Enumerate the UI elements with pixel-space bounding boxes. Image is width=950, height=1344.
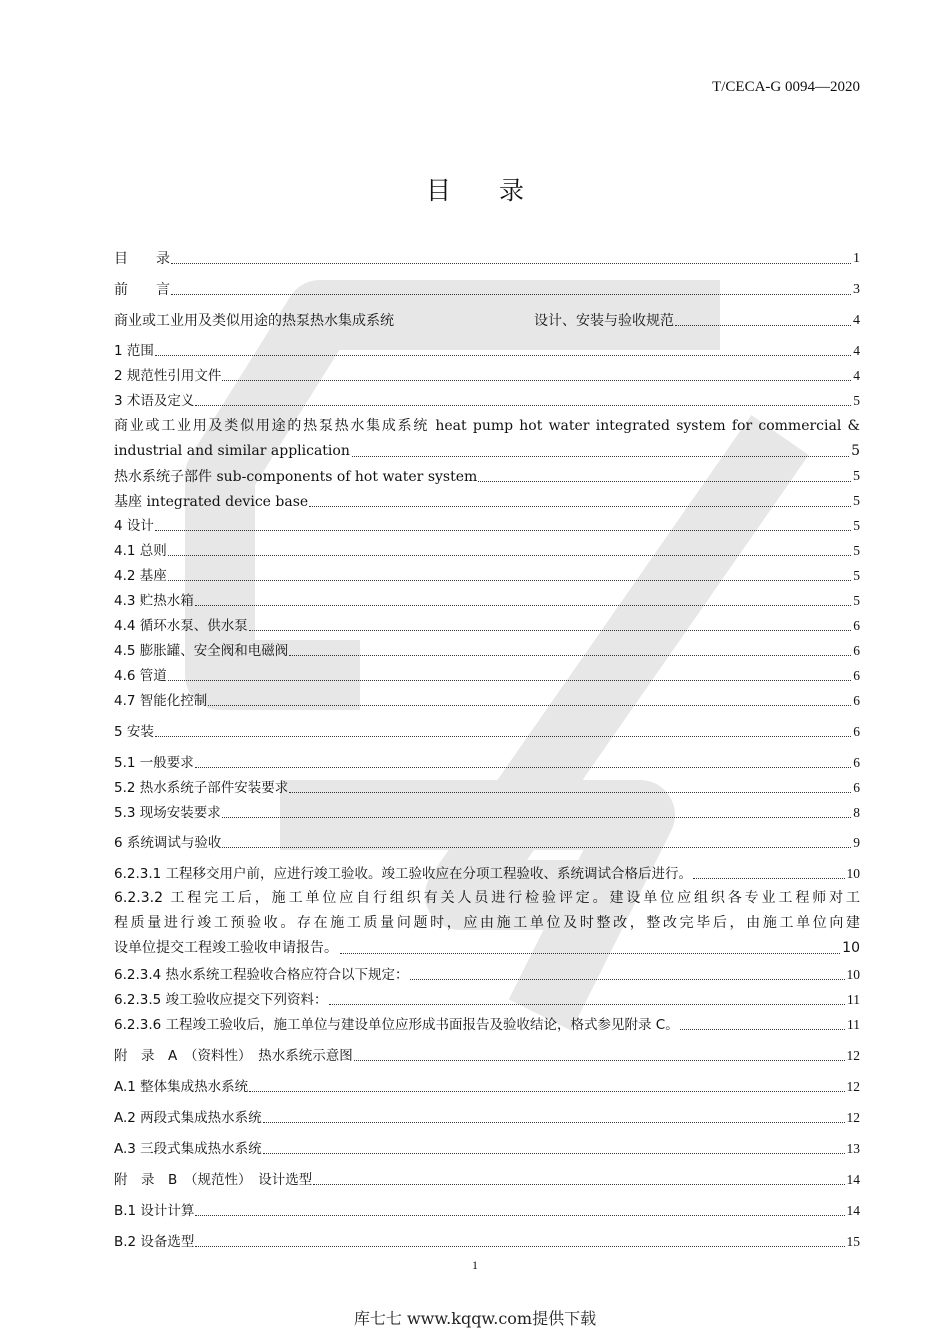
toc-entry-label: 热水系统子部件 sub-components of hot water system — [114, 469, 478, 485]
toc-entry[interactable] — [114, 690, 860, 712]
toc-entry[interactable] — [114, 279, 860, 301]
toc-entry-label: 6.2.3.1 工程移交用户前，应进行竣工验收。竣工验收应在分项工程验收、系统调试合格后进行。 — [114, 866, 693, 882]
toc-page: 6 — [853, 755, 860, 770]
toc-leader — [693, 878, 844, 879]
toc-leader — [155, 355, 851, 356]
toc-leader — [171, 263, 851, 264]
toc-leader — [289, 792, 851, 793]
toc-page: 15 — [846, 1234, 860, 1249]
toc-leader — [195, 1215, 844, 1216]
toc-page: 11 — [847, 1017, 860, 1032]
toc-page: 8 — [853, 805, 860, 820]
toc-entry-label: 2 规范性引用文件 — [114, 368, 222, 384]
toc-entry-label: 4.3 贮热水箱 — [114, 593, 194, 609]
toc-page: 10 — [846, 866, 860, 881]
toc-page: 13 — [846, 1141, 860, 1156]
toc-page: 6 — [853, 668, 860, 683]
toc-entry-label: A.2 两段式集成热水系统 — [114, 1110, 262, 1126]
toc-entry[interactable] — [114, 665, 860, 687]
toc-leader — [155, 530, 851, 531]
toc-page: 3 — [853, 282, 860, 297]
toc-page: 5 — [853, 494, 860, 509]
toc-entry-label: 3 术语及定义 — [114, 393, 195, 409]
toc-page: 4 — [853, 313, 860, 328]
toc-leader — [354, 1060, 845, 1061]
toc-page: 1 — [853, 251, 860, 266]
toc-entry-line: 设单位提交工程竣工验收申请报告。 — [114, 940, 338, 956]
toc-leader — [222, 847, 851, 848]
toc-leader — [249, 1091, 844, 1092]
toc-leader — [313, 1184, 844, 1185]
toc-page: 4 — [853, 343, 860, 358]
toc-entry-label: 6.2.3.5 竣工验收应提交下列资料： — [114, 992, 328, 1008]
toc-leader — [155, 736, 851, 737]
toc-leader — [675, 325, 851, 326]
toc-entry-label: 附 录 A （资料性） 热水系统示意图 — [114, 1048, 353, 1064]
toc-entry[interactable] — [114, 340, 860, 362]
toc-page: 11 — [847, 992, 860, 1007]
toc-page: 6 — [853, 618, 860, 633]
toc-entry[interactable] — [114, 365, 860, 387]
toc-entry[interactable] — [114, 989, 860, 1011]
toc-page: 9 — [853, 835, 860, 850]
toc-entry-label: 5.2 热水系统子部件安装要求 — [114, 780, 289, 796]
toc-entry[interactable] — [114, 565, 860, 587]
toc-leader — [289, 655, 851, 656]
toc-page: 5 — [851, 443, 860, 459]
toc-entry-label: B.1 设计计算 — [114, 1203, 195, 1219]
toc-page: 5 — [853, 469, 860, 484]
toc-leader — [263, 1153, 845, 1154]
toc-leader — [329, 1004, 845, 1005]
toc-entry-label: 1 范围 — [114, 343, 154, 359]
toc-entry[interactable] — [114, 590, 860, 612]
toc-entry[interactable] — [114, 1200, 860, 1222]
toc-entry[interactable] — [114, 832, 860, 854]
toc-entry[interactable] — [114, 721, 860, 743]
toc-entry-label: 4.5 膨胀罐、安全阀和电磁阀 — [114, 643, 289, 659]
toc-entry-label: 4.4 循环水泵、供水泵 — [114, 618, 248, 634]
toc-leader — [168, 680, 851, 681]
toc-entry-line: 6.2.3.2 工程完工后，施工单位应自行组织有关人员进行检验评定。建设单位应组织各专业工程师对工 — [114, 890, 860, 906]
toc-entry[interactable] — [114, 1231, 860, 1253]
toc-entry-label: A.3 三段式集成热水系统 — [114, 1141, 262, 1157]
toc-page: 5 — [853, 568, 860, 583]
toc-entry[interactable] — [114, 615, 860, 637]
toc-leader — [208, 705, 851, 706]
page-number: 1 — [472, 1258, 478, 1272]
toc-entry[interactable] — [114, 491, 860, 513]
toc-entry-label: 4.1 总则 — [114, 543, 167, 559]
toc-leader — [195, 405, 851, 406]
toc-entry-label: A.1 整体集成热水系统 — [114, 1079, 249, 1095]
toc-page: 6 — [853, 780, 860, 795]
toc-entry[interactable] — [114, 863, 860, 885]
toc-entry-label: 前 言 — [114, 282, 170, 298]
toc-leader — [263, 1122, 845, 1123]
toc-page: 12 — [846, 1048, 860, 1063]
toc-entry-label: 6.2.3.4 热水系统工程验收合格应符合以下规定： — [114, 967, 409, 983]
footer-source-note: 库七七 www.kqqw.com提供下载 — [353, 1309, 597, 1328]
toc-entry-label: 5 安装 — [114, 724, 154, 740]
toc-leader — [680, 1029, 845, 1030]
toc-leader — [352, 456, 849, 457]
toc-entry[interactable] — [114, 1045, 860, 1067]
toc-entry-label: 5.3 现场安装要求 — [114, 805, 221, 821]
toc-leader — [168, 580, 851, 581]
toc-entry-label: 附 录 B （规范性） 设计选型 — [114, 1172, 313, 1188]
toc-leader — [478, 481, 851, 482]
toc-entry-label: 4 设计 — [114, 518, 154, 534]
toc-entry-multiline[interactable] — [114, 886, 860, 961]
toc-entry-label: 6.2.3.6 工程竣工验收后，施工单位与建设单位应形成书面报告及验收结论，格式参见附录 C。 — [114, 1017, 679, 1033]
toc-page: 5 — [853, 518, 860, 533]
toc-page: 5 — [853, 543, 860, 558]
toc-entry-label: B.2 设备选型 — [114, 1234, 195, 1250]
toc-entry[interactable] — [114, 390, 860, 412]
toc-entry[interactable] — [114, 752, 860, 774]
toc-leader — [171, 294, 851, 295]
toc-page: 4 — [853, 368, 860, 383]
toc-page: 10 — [842, 940, 860, 956]
toc-leader — [309, 506, 851, 507]
toc-leader — [168, 555, 851, 556]
toc-entry-label: 4.6 管道 — [114, 668, 167, 684]
toc-page: 6 — [853, 693, 860, 708]
toc-entry[interactable] — [114, 1138, 860, 1160]
toc-page: 6 — [853, 724, 860, 739]
toc-leader — [249, 630, 851, 631]
document-id: T/CECA-G 0094—2020 — [712, 79, 860, 95]
toc-entry[interactable] — [114, 777, 860, 799]
toc-leader — [195, 767, 851, 768]
toc-entry[interactable] — [114, 640, 860, 662]
toc-entry[interactable] — [114, 515, 860, 537]
page-title: 目录 — [425, 176, 572, 205]
toc-entry-label: 目 录 — [114, 251, 170, 267]
toc-leader — [195, 605, 851, 606]
toc-entry[interactable] — [114, 802, 860, 824]
toc-leader — [340, 953, 840, 954]
toc-entry-label: 基座 integrated device base — [114, 494, 309, 510]
toc-entry-label: 商业或工业用及类似用途的热泵热水集成系统 设计、安装与验收规范 — [114, 313, 674, 329]
toc-leader — [410, 979, 845, 980]
toc-page: 10 — [846, 967, 860, 982]
toc-page: 14 — [846, 1172, 860, 1187]
toc-page: 6 — [853, 643, 860, 658]
toc-entry-label: 6 系统调试与验收 — [114, 835, 222, 851]
toc-page: 12 — [846, 1079, 860, 1094]
toc-entry[interactable] — [114, 1014, 860, 1036]
toc-entry-line: 商业或工业用及类似用途的热泵热水集成系统 heat pump hot water integrated system for commercial & — [114, 418, 860, 434]
toc-page: 5 — [853, 393, 860, 408]
toc-entry-multiline[interactable] — [114, 414, 860, 464]
toc-page: 5 — [853, 593, 860, 608]
toc-entry[interactable] — [114, 310, 860, 332]
toc-entry-line: 程质量进行竣工预验收。存在施工质量问题时，应由施工单位及时整改，整改完毕后，由施工单位向建 — [114, 915, 860, 931]
toc-entry-label: 4.7 智能化控制 — [114, 693, 208, 709]
toc-leader — [222, 817, 851, 818]
toc-entry-label: 5.1 一般要求 — [114, 755, 194, 771]
toc-leader — [195, 1246, 844, 1247]
toc-entry[interactable] — [114, 540, 860, 562]
toc-entry[interactable] — [114, 1076, 860, 1098]
toc-page: 14 — [846, 1203, 860, 1218]
toc-leader — [222, 380, 851, 381]
toc-entry[interactable] — [114, 248, 860, 270]
toc-entry-label: 4.2 基座 — [114, 568, 167, 584]
toc-entry[interactable] — [114, 466, 860, 488]
toc-entry[interactable] — [114, 1107, 860, 1129]
toc-entry[interactable] — [114, 964, 860, 986]
toc-entry-line: industrial and similar application — [114, 443, 350, 459]
toc-entry[interactable] — [114, 1169, 860, 1191]
toc-page: 12 — [846, 1110, 860, 1125]
